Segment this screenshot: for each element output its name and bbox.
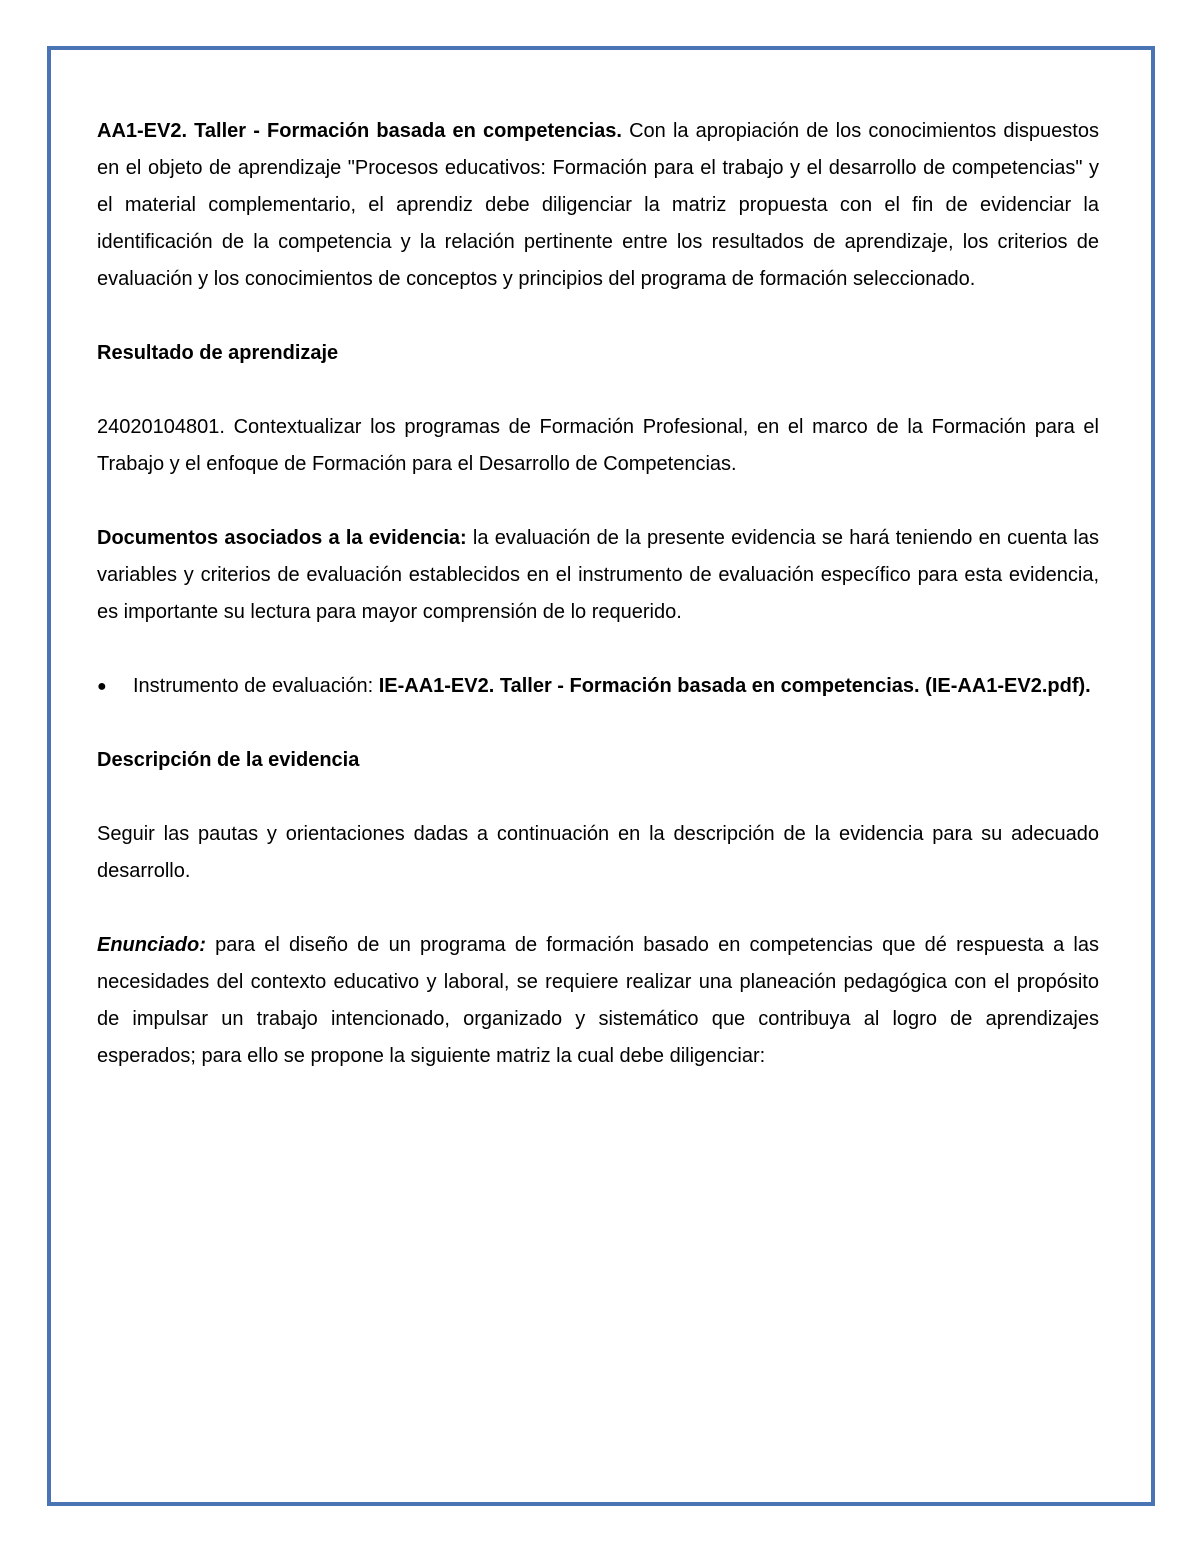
descripcion-heading [97,742,1099,779]
resultado-heading [97,335,1099,372]
activity-title: AA1-EV2. Taller - Formación basada en competencias. [97,120,622,142]
resultado-paragraph: 24020104801. Contextualizar los programas de Formación Profesional, en el marco de la Formación para el Trabajo y el enfoque de Formación para el Desarrollo de Competencias. [97,416,1099,475]
document-body [97,113,1099,1075]
enunciado-paragraph [97,927,1099,1075]
bullet-icon: ● [97,678,107,695]
enunciado-label: Enunciado: [97,934,206,956]
documentos-heading: Documentos asociados a la evidencia: [97,527,467,549]
documentos-text: la evaluación de la presente evidencia se hará teniendo en cuenta las variables y criterios de evaluación establecidos en el instrumento de evaluación específico para esta evidencia, es importante su lectura para mayor comprensión de lo requerido. [97,527,1099,623]
documentos-paragraph [97,520,1099,631]
instrument-text [133,668,1099,705]
enunciado-text: para el diseño de un programa de formación basado en competencias que dé respuesta a las necesidades del contexto educativo y laboral, se requiere realizar una planeación pedagógica con el propósito de impulsar un trabajo intencionado, organizado y sistemático que contribuya al logro de aprendizajes esperados; para ello se propone la siguiente matriz la cual debe diligenciar: [97,934,1099,1067]
descripcion-heading-text: Descripción de la evidencia [97,749,360,771]
instrument-list-item [97,668,1099,705]
intro-text: Con la apropiación de los conocimientos dispuestos en el objeto de aprendizaje "Procesos educativos: Formación para el trabajo y el desarrollo de competencias" y el material complementario, el aprendiz debe diligenciar la matriz propuesta con el fin de evidenciar la identificación de la competencia y la relación pertinente entre los resultados de aprendizaje, los criterios de evaluación y los conocimientos de conceptos y principios del programa de formación seleccionado. [97,120,1099,290]
instrument-lead: Instrumento de evaluación: [133,675,379,697]
instrument-name: IE-AA1-EV2. Taller - Formación basada en competencias. (IE-AA1-EV2.pdf). [378,675,1091,697]
descripcion-paragraph: Seguir las pautas y orientaciones dadas a continuación en la descripción de la evidencia para su adecuado desarrollo. [97,823,1099,882]
intro-paragraph [97,113,1099,298]
resultado-heading-text: Resultado de aprendizaje [97,342,339,364]
